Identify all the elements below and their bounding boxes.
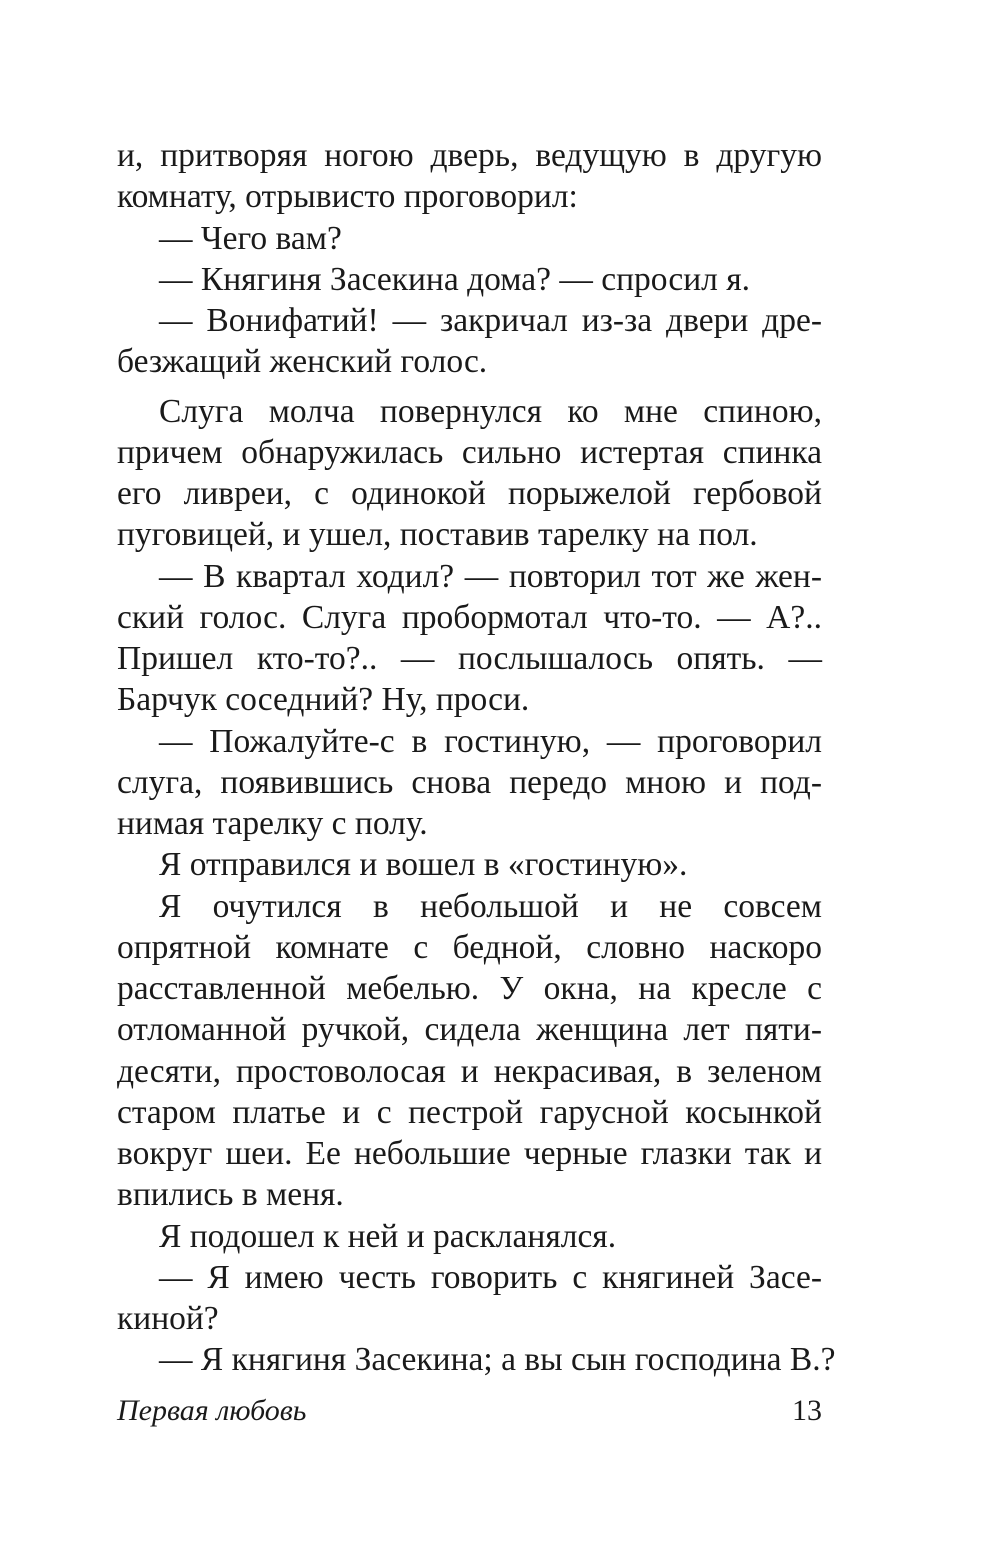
text-line: безжащий женский голос. [117, 343, 488, 381]
text-line: — Вонифатий! — закричал из-за двери дре- [159, 302, 822, 339]
text-line: — В квартал ходил? — повторил тот же жен- [159, 557, 822, 595]
text-line: опрятной комнате с бедной, словно наскоро [117, 928, 822, 966]
page-number: 13 [792, 1394, 822, 1427]
text-line: впились в меня. [117, 1176, 344, 1214]
text-line: Пришел кто-то?.. — послышалось опять. — [117, 640, 822, 677]
text-line: и, притворяя ногою дверь, ведущую в другую [117, 137, 822, 174]
text-line: — Пожалуйте-с в гостиную, — проговорил [159, 722, 822, 760]
text-line: пуговицей, и ушел, поставив тарелку на пол. [117, 516, 758, 554]
text-line: вокруг шеи. Ее небольшие черные глазки так и [117, 1135, 822, 1172]
text-line: слуга, появившись снова передо мною и под- [117, 763, 822, 801]
text-line: Я отправился и вошел в «гостиную». [159, 846, 688, 884]
text-line: старом платье и с пестрой гарусной косынкой [117, 1093, 822, 1131]
text-line: — Чего вам? [159, 219, 342, 257]
text-line: киной? [117, 1300, 219, 1337]
page-footer [117, 1391, 822, 1431]
text-line: Я подошел к ней и раскланялся. [159, 1217, 617, 1255]
text-line: Я очутился в небольшой и не совсем [159, 887, 822, 925]
text-line: Барчук соседний? Ну, проси. [117, 681, 530, 719]
page-body-text [117, 135, 836, 1381]
text-line: — Я имею честь говорить с княгиней Засе- [159, 1258, 822, 1296]
text-line: его ливреи, с одинокой порыжелой гербовой [117, 475, 822, 512]
text-line: отломанной ручкой, сидела женщина лет пяти- [117, 1011, 822, 1049]
running-title: Первая любовь [117, 1394, 307, 1427]
text-line: — Княгиня Засекина дома? — спросил я. [159, 260, 751, 298]
text-line: расставленной мебелью. У окна, на кресле с [117, 970, 822, 1007]
text-line: нимая тарелку с полу. [117, 805, 428, 842]
text-line: причем обнаружилась сильно истертая спинка [117, 433, 822, 471]
text-line: — Я княгиня Засекина; а вы сын господина В.? [159, 1341, 836, 1379]
text-line: ский голос. Слуга пробормотал что-то. — А?.. [117, 598, 822, 636]
text-line: комнату, отрывисто проговорил: [117, 178, 578, 216]
text-line: Слуга молча повернулся ко мне спиною, [159, 392, 822, 430]
text-line: десяти, простоволосая и некрасивая, в зеленом [117, 1052, 822, 1090]
